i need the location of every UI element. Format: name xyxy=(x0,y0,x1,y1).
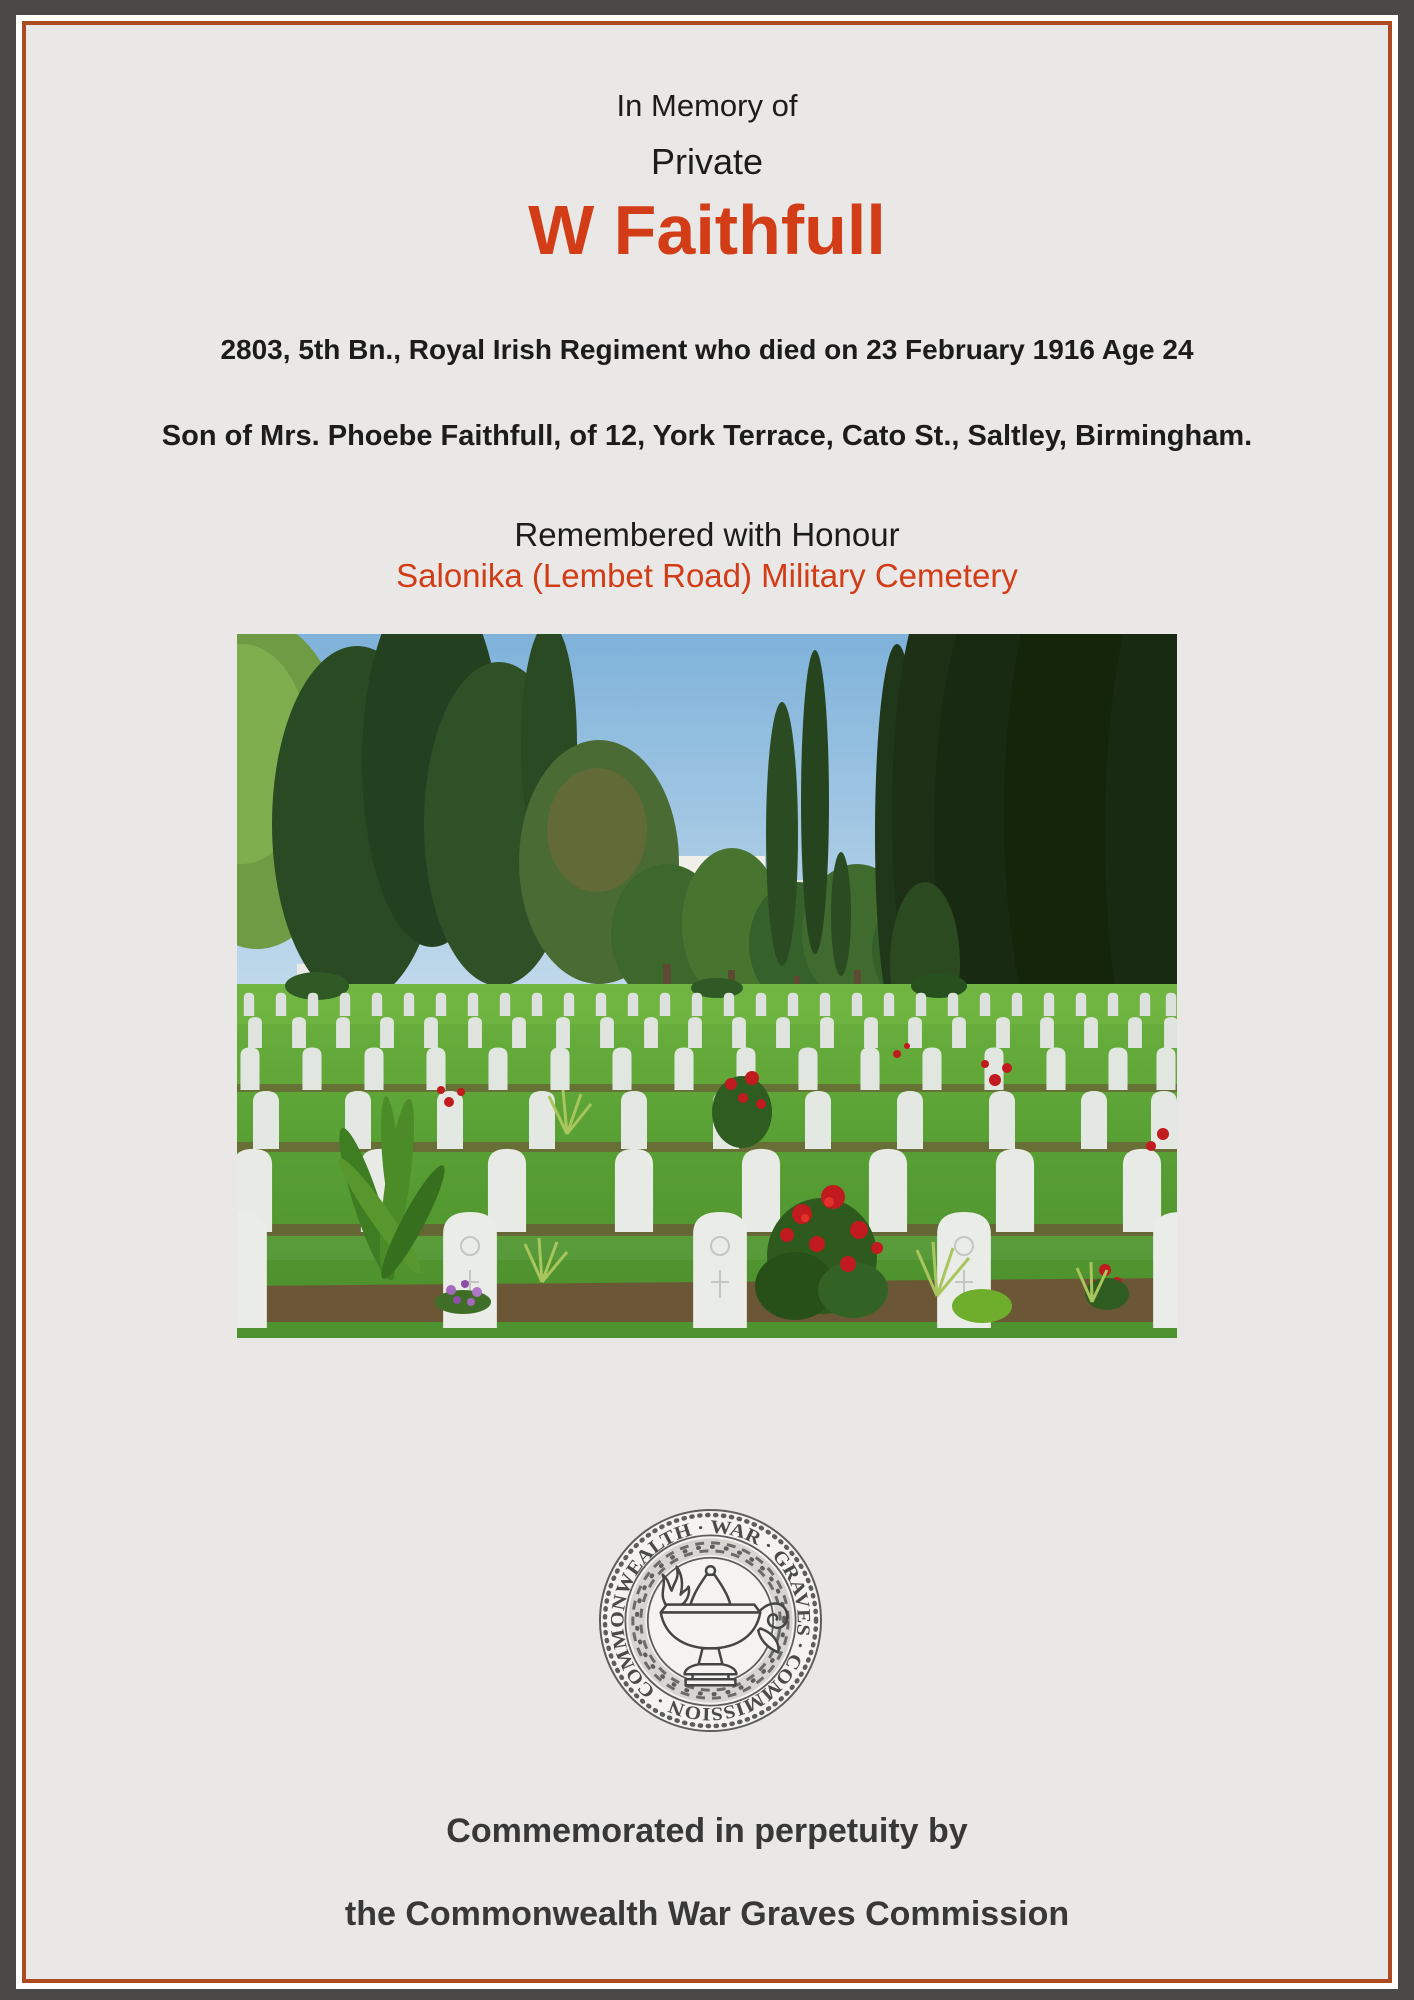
family-details: Son of Mrs. Phoebe Faithfull, of 12, York Terrace, Cato St., Saltley, Birmingham. xyxy=(161,420,1253,452)
cwgc-seal xyxy=(598,1508,823,1733)
commemoration-line-2: the Commonwealth War Graves Commission xyxy=(344,1895,1070,1933)
service-details: 2803, 5th Bn., Royal Irish Regiment who died on 23 February 1916 Age 24 xyxy=(220,334,1194,365)
honour-line: Remembered with Honour xyxy=(514,516,900,553)
lamp-plinth-lower xyxy=(686,1679,736,1685)
rank-line: Private xyxy=(650,141,764,182)
lamp-foot xyxy=(685,1664,737,1674)
commemoration-line-1: Commemorated in perpetuity by xyxy=(446,1812,968,1850)
cemetery-photo xyxy=(237,634,1177,1338)
soldier-name: W Faithfull xyxy=(528,191,886,269)
bright-shrub xyxy=(952,1289,1012,1323)
lamp-stem xyxy=(699,1648,723,1664)
cemetery-name: Salonika (Lembet Road) Military Cemetery xyxy=(396,557,1018,594)
seal-ring-text: COMMONWEALTH · WAR · GRAVES · COMMISSION · xyxy=(607,1516,814,1725)
dedication-line: In Memory of xyxy=(616,88,798,123)
